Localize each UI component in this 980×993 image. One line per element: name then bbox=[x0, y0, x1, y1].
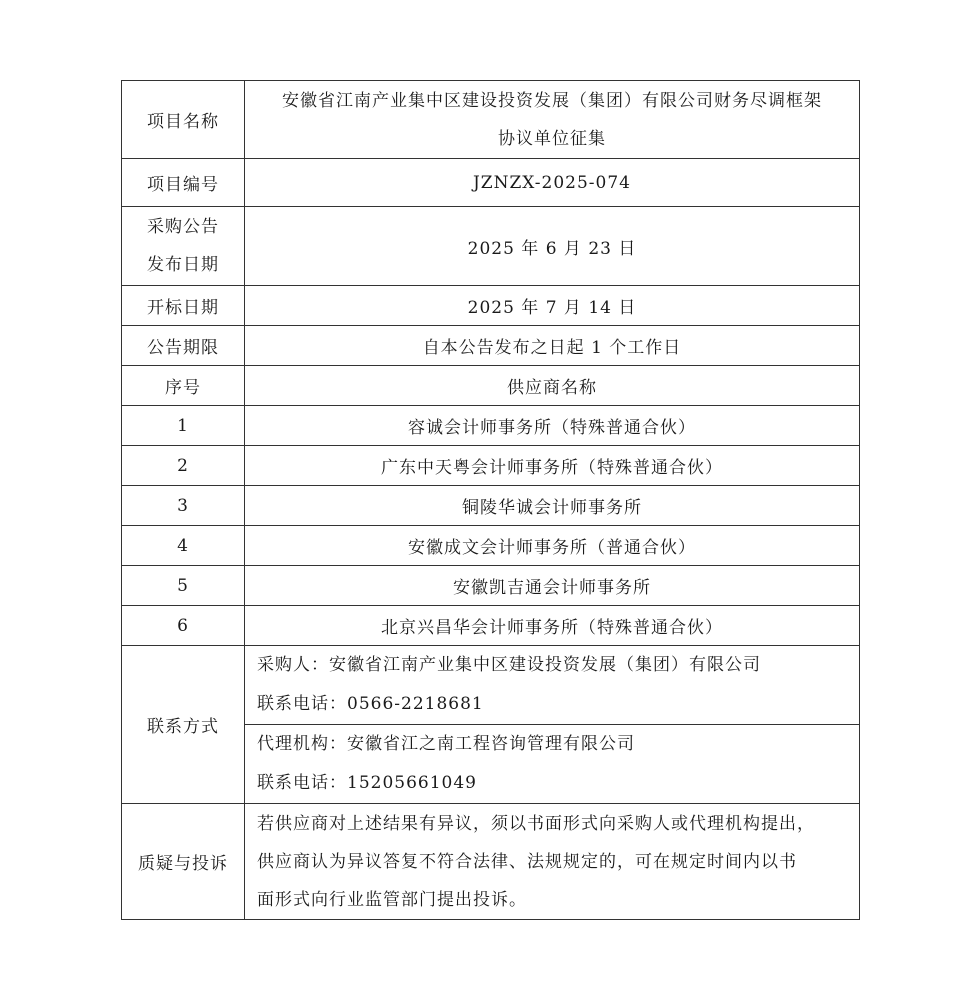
open-date-row bbox=[122, 286, 860, 326]
purchaser-contact-cell bbox=[245, 646, 860, 725]
results-table bbox=[121, 80, 860, 920]
project-code-label: 项目编号 bbox=[122, 159, 245, 207]
complaint-row bbox=[122, 804, 860, 920]
publish-date-value: 2025 年 6 月 23 日 bbox=[245, 207, 860, 286]
project-name-line-1: 安徽省江南产业集中区建设投资发展（集团）有限公司财务尽调框架 bbox=[282, 90, 822, 111]
project-name-value bbox=[245, 81, 860, 159]
project-code-value: JZNZX-2025-074 bbox=[245, 159, 860, 207]
supplier-index-header: 序号 bbox=[122, 366, 245, 406]
supplier-index: 6 bbox=[122, 606, 245, 646]
publish-date-label-line-2: 发布日期 bbox=[147, 255, 219, 275]
supplier-row bbox=[122, 446, 860, 486]
supplier-index: 5 bbox=[122, 566, 245, 606]
complaint-text bbox=[245, 804, 860, 920]
supplier-name: 安徽成文会计师事务所（普通合伙） bbox=[245, 526, 860, 566]
notice-period-value: 自本公告发布之日起 1 个工作日 bbox=[245, 326, 860, 366]
supplier-header-row bbox=[122, 366, 860, 406]
contact-purchaser-row bbox=[122, 646, 860, 725]
project-name-label: 项目名称 bbox=[122, 81, 245, 159]
supplier-name: 广东中天粤会计师事务所（特殊普通合伙） bbox=[245, 446, 860, 486]
supplier-row bbox=[122, 486, 860, 526]
complaint-label: 质疑与投诉 bbox=[122, 804, 245, 920]
complaint-line-1: 若供应商对上述结果有异议，须以书面形式向采购人或代理机构提出， bbox=[257, 813, 815, 834]
supplier-row bbox=[122, 566, 860, 606]
notice-period-label: 公告期限 bbox=[122, 326, 245, 366]
complaint-line-2: 供应商认为异议答复不符合法律、法规规定的，可在规定时间内以书 bbox=[257, 851, 797, 872]
project-name-line-2: 协议单位征集 bbox=[498, 128, 606, 149]
supplier-index: 4 bbox=[122, 526, 245, 566]
supplier-index: 2 bbox=[122, 446, 245, 486]
agency-name: 代理机构：安徽省江之南工程咨询管理有限公司 bbox=[257, 734, 635, 754]
supplier-name: 安徽凯吉通会计师事务所 bbox=[245, 566, 860, 606]
publish-date-row bbox=[122, 207, 860, 286]
complaint-line-3: 面形式向行业监管部门提出投诉。 bbox=[257, 889, 527, 910]
supplier-index: 3 bbox=[122, 486, 245, 526]
open-date-value: 2025 年 7 月 14 日 bbox=[245, 286, 860, 326]
purchaser-phone: 联系电话：0566-2218681 bbox=[257, 694, 484, 714]
project-name-row bbox=[122, 81, 860, 159]
supplier-name-header: 供应商名称 bbox=[245, 366, 860, 406]
supplier-index: 1 bbox=[122, 406, 245, 446]
purchaser-name: 采购人：安徽省江南产业集中区建设投资发展（集团）有限公司 bbox=[257, 655, 761, 675]
supplier-name: 北京兴昌华会计师事务所（特殊普通合伙） bbox=[245, 606, 860, 646]
agency-phone: 联系电话：15205661049 bbox=[257, 773, 477, 793]
publish-date-label bbox=[122, 207, 245, 286]
supplier-name: 铜陵华诚会计师事务所 bbox=[245, 486, 860, 526]
supplier-row bbox=[122, 406, 860, 446]
open-date-label: 开标日期 bbox=[122, 286, 245, 326]
project-code-row bbox=[122, 159, 860, 207]
notice-period-row bbox=[122, 326, 860, 366]
contact-label: 联系方式 bbox=[122, 646, 245, 804]
publish-date-label-line-1: 采购公告 bbox=[147, 217, 219, 237]
supplier-name: 容诚会计师事务所（特殊普通合伙） bbox=[245, 406, 860, 446]
supplier-row bbox=[122, 606, 860, 646]
supplier-row bbox=[122, 526, 860, 566]
agency-contact-cell bbox=[245, 725, 860, 804]
